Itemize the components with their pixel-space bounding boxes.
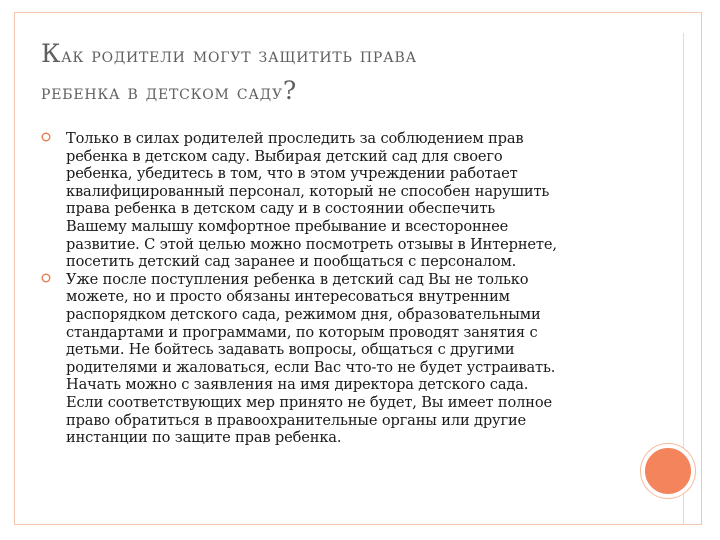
title-line-2-text: ребенка в детском саду [41,80,283,104]
title-line-2 [41,73,601,110]
bullet-line: квалифицированный персонал, который не способен нарушить [66,182,550,200]
title-line-1-text: ак родители могут защитить права [61,43,418,67]
bullet-line: Если соответствующих мер принято не будет, Вы имеет полное [66,393,552,411]
title-line-1 [41,36,601,73]
bullet-line: ребенка, убедитесь в том, что в этом учреждении работает [66,165,518,183]
bullet-line: Начать можно с заявления на имя директора детского сада. [66,376,529,394]
bullet-text [66,130,619,271]
accent-circle [641,444,695,498]
bullet-line: детьми. Не бойтесь задавать вопросы, общаться с другими [66,341,515,359]
bullet-text [66,271,619,447]
bullet-item [41,271,619,447]
bullet-item [41,130,619,271]
bullet-list [41,130,619,447]
bullet-line: право обратиться в правоохранительные органы или другие [66,411,527,429]
circle-bullet-icon [41,273,51,283]
slide-title [41,36,601,110]
bullet-line: распорядком детского сада, режимом дня, образовательными [66,305,541,323]
bullet-line: можете, но и просто обязаны интересоваться внутренним [66,288,510,306]
bullet-line: стандартами и программами, по которым проводят занятия с [66,323,538,341]
bullet-line: права ребенка в детском саду и в состоянии обеспечить [66,200,496,218]
bullet-line: Уже после поступления ребенка в детский сад Вы не только [66,270,529,288]
title-drop-cap: К [41,39,62,68]
circle-bullet-icon [41,132,51,142]
title-question-mark: ? [282,76,298,105]
bullet-line: инстанции по защите прав ребенка. [66,429,342,447]
bullet-line: посетить детский сад заранее и пообщаться с персоналом. [66,253,517,271]
bullet-line: Вашему малышу комфортное пребывание и всестороннее [66,217,509,235]
bullet-line: развитие. С этой целью можно посмотреть отзывы в Интернете, [66,235,557,253]
bullet-line: родителями и жаловаться, если Вас что-то не будет устраивать. [66,358,556,376]
bullet-line: ребенка в детском саду. Выбирая детский сад для своего [66,147,503,165]
bullet-line: Только в силах родителей проследить за соблюдением прав [66,130,524,147]
